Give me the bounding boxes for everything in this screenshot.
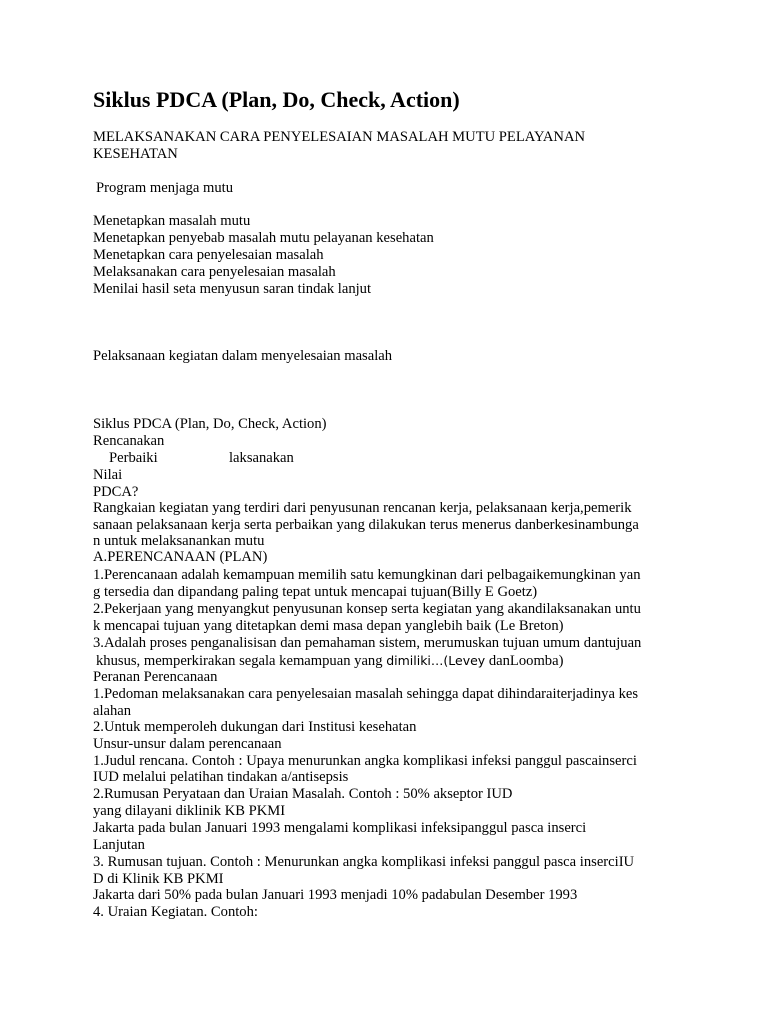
peranan-heading: Peranan Perencanaan xyxy=(93,669,218,685)
body-line: 3. Rumusan tujuan. Contoh : Menurunkan angka komplikasi infeksi panggul pasca inserciIU xyxy=(93,854,635,870)
body-line: yang dilayani diklinik KB PKMI xyxy=(93,803,286,819)
section-heading: MELAKSANAKAN CARA PENYELESAIAN MASALAH MUTU PELAYANAN xyxy=(93,129,586,145)
body-line: g tersedia dan dipandang paling tepat untuk mencapai tujuan(Billy E Goetz) xyxy=(93,584,538,600)
step-item: Menetapkan penyebab masalah mutu pelayanan kesehatan xyxy=(93,230,434,246)
body-line: k mencapai tujuan yang ditetapkan demi masa depan yanglebih baik (Le Breton) xyxy=(93,618,564,634)
body-line: 2.Pekerjaan yang menyangkut penyusunan konsep serta kegiatan yang akandilaksanakan untu xyxy=(93,601,641,617)
cycle-perbaiki: Perbaiki xyxy=(109,450,158,466)
step-item: Melaksanakan cara penyelesaian masalah xyxy=(93,264,336,280)
section-heading-continued: KESEHATAN xyxy=(93,146,178,162)
body-line: 1.Judul rencana. Contoh : Upaya menurunkan angka komplikasi infeksi panggul pascainserci xyxy=(93,753,637,769)
body-line-mixed xyxy=(96,652,563,670)
cycle-nilai: Nilai xyxy=(93,467,123,483)
document-title: Siklus PDCA (Plan, Do, Check, Action) xyxy=(93,87,460,112)
body-line: IUD melalui pelatihan tindakan a/antisepsis xyxy=(93,769,349,785)
step-item: Menilai hasil seta menyusun saran tindak lanjut xyxy=(93,281,372,297)
body-line: 2.Untuk memperoleh dukungan dari Institusi kesehatan xyxy=(93,719,417,735)
cycle-rencanakan: Rencanakan xyxy=(93,433,165,449)
body-line: sanaan pelaksanaan kerja serta perbaikan yang dilakukan terus menerus danberkesinambunga xyxy=(93,517,639,533)
cycle-laksanakan: laksanakan xyxy=(229,450,294,466)
pdca-question: PDCA? xyxy=(93,484,139,500)
body-line: 1.Pedoman melaksanakan cara penyelesaian masalah sehingga dapat dihindaraiterjadinya kes xyxy=(93,686,639,702)
plan-heading: A.PERENCANAAN (PLAN) xyxy=(93,549,268,565)
body-line: Rangkaian kegiatan yang terdiri dari penyusunan rencanan kerja, pelaksanaan kerja,pemerik xyxy=(93,500,632,516)
body-line-part: khusus, memperkirakan segala kemampuan yang xyxy=(96,653,383,669)
body-line: D di Klinik KB PKMI xyxy=(93,871,224,887)
body-line: 3.Adalah proses penganalisisan dan pemahaman sistem, merumuskan tujuan umum dantujuan xyxy=(93,635,642,651)
body-line: Jakarta pada bulan Januari 1993 mengalami komplikasi infeksipanggul pasca inserci xyxy=(93,820,587,836)
body-line: Jakarta dari 50% pada bulan Januari 1993 menjadi 10% padabulan Desember 1993 xyxy=(93,887,578,903)
step-item: Menetapkan cara penyelesaian masalah xyxy=(93,247,324,263)
program-label: Program menjaga mutu xyxy=(96,180,233,196)
body-line: 1.Perencanaan adalah kemampuan memilih satu kemungkinan dari pelbagaikemungkinan yan xyxy=(93,567,641,583)
body-line: 4. Uraian Kegiatan. Contoh: xyxy=(93,904,258,920)
body-line: alahan xyxy=(93,703,132,719)
step-item: Menetapkan masalah mutu xyxy=(93,213,251,229)
body-line: 2.Rumusan Peryataan dan Uraian Masalah. Contoh : 50% akseptor IUD xyxy=(93,786,513,802)
pelaksanaan-text: Pelaksanaan kegiatan dalam menyelesaian masalah xyxy=(93,348,393,364)
unsur-heading: Unsur-unsur dalam perencanaan xyxy=(93,736,282,752)
body-line-part-sans: dimiliki…(Levey xyxy=(386,653,486,668)
body-line: n untuk melaksanankan mutu xyxy=(93,533,265,549)
cycle-title: Siklus PDCA (Plan, Do, Check, Action) xyxy=(93,416,327,432)
lanjutan-label: Lanjutan xyxy=(93,837,145,853)
body-line-part: danLoomba) xyxy=(488,653,564,669)
